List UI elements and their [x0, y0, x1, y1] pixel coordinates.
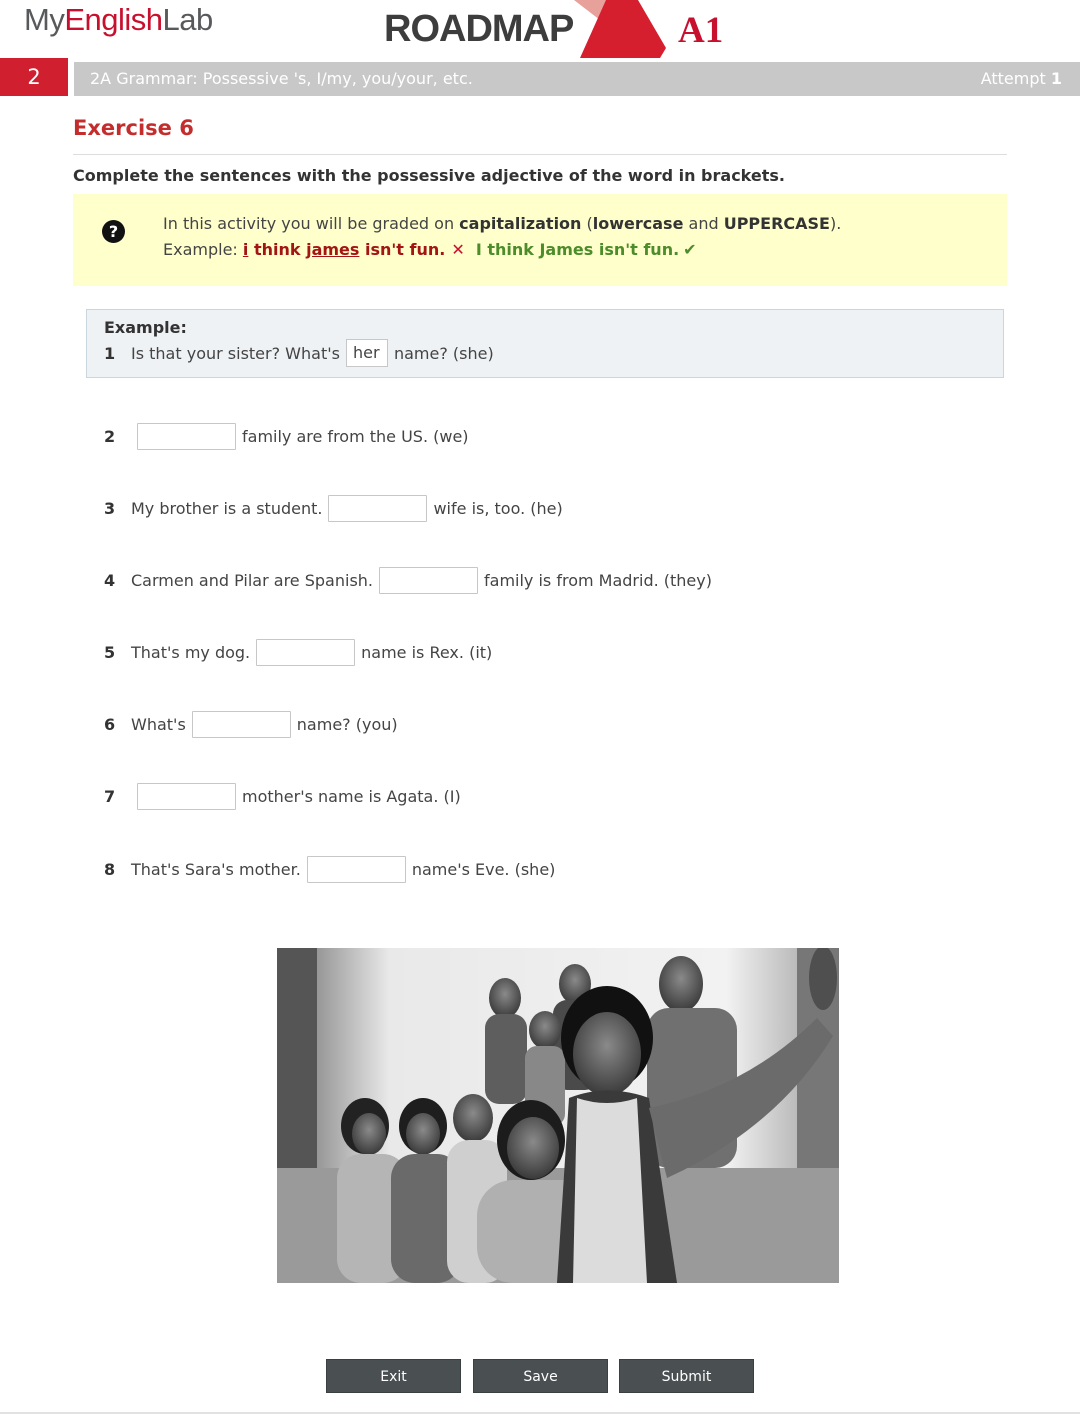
- grading-note: [73, 194, 1007, 286]
- exercise-instruction: Complete the sentences with the possessive adjective of the word in brackets.: [73, 166, 785, 185]
- answer-input-5[interactable]: [256, 639, 355, 666]
- example-box: [86, 309, 1004, 378]
- checkmark-icon: ✔: [683, 240, 697, 259]
- answer-input-3[interactable]: [328, 495, 427, 522]
- note-text: In this activity you will be graded on capitalization (lowercase and UPPERCASE).: [163, 214, 842, 233]
- question-7: 7 mother's name is Agata. (I): [104, 782, 461, 810]
- answer-input-7[interactable]: [137, 783, 236, 810]
- footer-divider: [0, 1412, 1080, 1414]
- example-label: Example:: [104, 318, 187, 337]
- answer-input-8[interactable]: [307, 856, 406, 883]
- answer-input-6[interactable]: [192, 711, 291, 738]
- exit-button[interactable]: Exit: [326, 1359, 461, 1393]
- question-3: 3 My brother is a student. wife is, too. (he): [104, 494, 563, 522]
- cross-icon: ✕: [451, 240, 465, 259]
- example-answer: her: [346, 339, 388, 367]
- myenglishlab-logo: MyEnglishLab: [24, 2, 213, 37]
- lesson-bar: [0, 58, 1080, 96]
- exercise-title: Exercise 6: [73, 116, 194, 140]
- divider: [73, 154, 1007, 155]
- save-button[interactable]: Save: [473, 1359, 608, 1393]
- question-8: 8 That's Sara's mother. name's Eve. (she): [104, 855, 555, 883]
- question-5: 5 That's my dog. name is Rex. (it): [104, 638, 492, 666]
- question-6: 6 What's name? (you): [104, 710, 398, 738]
- attempt-counter: Attempt 1: [980, 69, 1062, 88]
- lesson-title-bar: [74, 62, 1080, 96]
- top-header: [0, 0, 1080, 58]
- answer-input-2[interactable]: [137, 423, 236, 450]
- submit-button[interactable]: Submit: [619, 1359, 754, 1393]
- question-2: 2 family are from the US. (we): [104, 422, 469, 450]
- correct-example: I think James isn't fun.: [475, 240, 680, 259]
- family-selfie-photo: [277, 948, 839, 1283]
- example-sentence: 1 Is that your sister? What's her name? (she): [104, 338, 494, 368]
- unit-number: 2: [0, 58, 68, 96]
- course-logo: ROADMAP: [384, 8, 574, 50]
- question-4: 4 Carmen and Pilar are Spanish. family is from Madrid. (they): [104, 566, 712, 594]
- note-example: Example: i think james isn't fun. ✕ I think James isn't fun. ✔: [163, 240, 697, 259]
- lesson-title: 2A Grammar: Possessive 's, I/my, you/your, etc.: [90, 69, 473, 88]
- help-icon[interactable]: ?: [102, 220, 125, 243]
- incorrect-example: i think james isn't fun.: [242, 240, 446, 259]
- level-badge: A1: [678, 10, 724, 51]
- roadmap-arrow-icon: [560, 0, 670, 58]
- answer-input-4[interactable]: [379, 567, 478, 594]
